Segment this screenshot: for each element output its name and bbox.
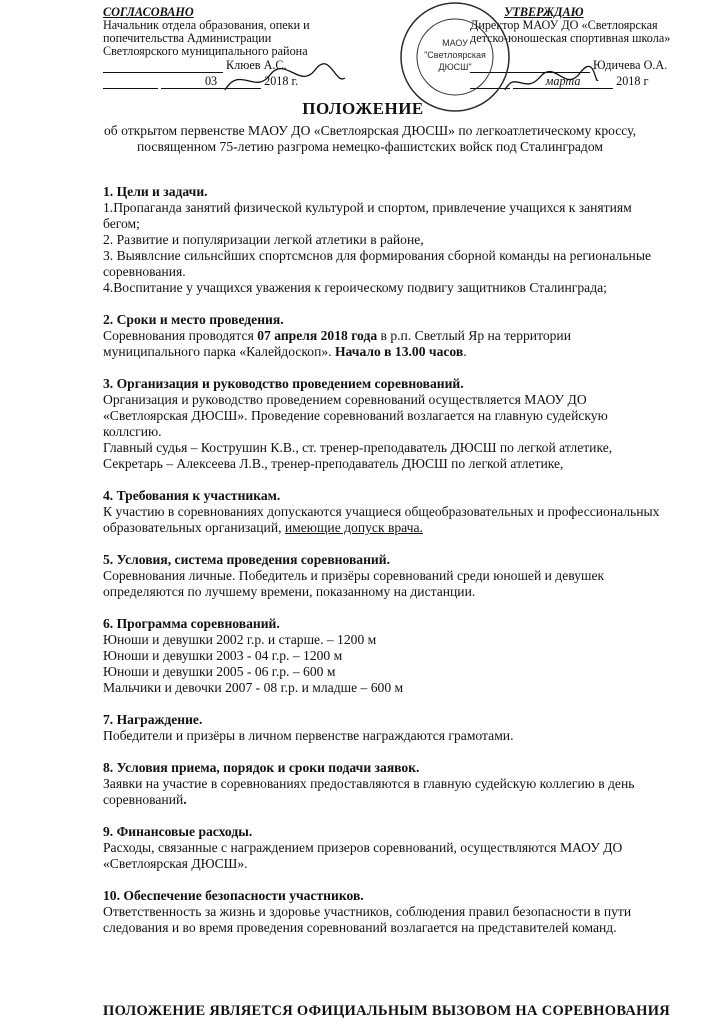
section-requirements	[103, 488, 663, 536]
paragraph: 1.Пропаганда занятий физической культурой и спортом, привлечение учащихся к занятиям бегом;	[103, 200, 632, 231]
stamp-text: "Светлоярская	[424, 50, 486, 60]
section-safety	[103, 888, 663, 936]
text-run: Соревнования проводятся	[103, 328, 258, 343]
paragraph: Секретарь – Алексеева Л.В., тренер-преподаватель ДЮСШ по легкой атлетике,	[103, 456, 564, 471]
stamp-text: МАОУ	[442, 38, 468, 48]
text-run: К участию в соревнованиях допускаются учащиеся общеобразовательных и профессиональных образовательных организаций,	[103, 504, 660, 535]
approval-line: попечительства Администрации	[103, 31, 272, 45]
section-awards	[103, 712, 663, 744]
program-line: Мальчики и девочки 2007 - 08 г.р. и младше – 600 м	[103, 680, 404, 695]
document-title: ПОЛОЖЕНИЕ	[302, 99, 424, 118]
signature-left	[220, 60, 350, 100]
underlined-text: имеющие допуск врача.	[284, 520, 423, 535]
date-day-line	[103, 75, 158, 89]
section-finance	[103, 824, 663, 872]
paragraph: Победители и призёры в личном первенстве награждаются грамотами.	[103, 728, 514, 743]
stamp-text: ДЮСШ"	[438, 62, 472, 72]
section-heading: 7. Награждение.	[103, 712, 203, 727]
text-run: Заявки на участие в соревнованиях предоставляются в главную судейскую коллегию в день соревнований	[103, 776, 635, 807]
start-time: Начало в 13.00 часов	[334, 344, 464, 359]
section-heading: 2. Сроки и место проведения.	[103, 312, 284, 327]
program-line: Юноши и девушки 2005 - 06 г.р. – 600 м	[103, 664, 336, 679]
approval-line: Директор МАОУ ДО «Светлоярская	[470, 18, 658, 32]
section-heading: 5. Условия, система проведения соревнований.	[103, 552, 390, 567]
paragraph	[103, 328, 663, 360]
section-heading: 9. Финансовые расходы.	[103, 824, 253, 839]
section-heading: 8. Условия приема, порядок и сроки подачи заявок.	[103, 760, 420, 775]
section-heading: 3. Организация и руководство проведением соревнований.	[103, 376, 464, 391]
approval-title-left: СОГЛАСОВАНО	[103, 5, 194, 19]
paragraph: 4.Воспитание у учащихся уважения к героическому подвигу защитников Сталинграда;	[103, 280, 607, 295]
date-month-left: 03	[161, 75, 261, 89]
section-dates	[103, 312, 663, 360]
signer-name-right: Юдичева О.А.	[593, 58, 668, 72]
signature-line	[103, 59, 223, 73]
paragraph: Ответственность за жизнь и здоровье участников, соблюдения правил безопасности в пути следования и во время проведения соревнований возлагается на представителей команд.	[103, 904, 632, 935]
program-line: Юноши и девушки 2002 г.р. и старше. – 1200 м	[103, 632, 377, 647]
paragraph: Соревнования личные. Победитель и призёры соревнований среди юношей и девушек определяются по лучшему времени, показанному на дистанции.	[103, 568, 605, 599]
date-year-left: 2018 г.	[264, 74, 299, 88]
section-conditions	[103, 552, 663, 600]
section-program	[103, 616, 663, 696]
event-date: 07 апреля 2018 года	[257, 328, 378, 343]
signature-right	[500, 65, 600, 100]
paragraph	[103, 504, 663, 536]
section-organization	[103, 376, 663, 472]
program-line: Юноши и девушки 2003 - 04 г.р. – 1200 м	[103, 648, 343, 663]
signer-name-left: Клюев А.С.	[226, 58, 287, 72]
footer-notice: ПОЛОЖЕНИЕ ЯВЛЯЕТСЯ ОФИЦИАЛЬНЫМ ВЫЗОВОМ НА СОРЕВНОВАНИЯ	[103, 1003, 671, 1019]
paragraph: 2. Развитие и популяризации легкой атлетики в районе,	[103, 232, 424, 247]
section-applications	[103, 760, 663, 808]
section-heading: 10. Обеспечение безопасности участников.	[103, 888, 364, 903]
approval-line: Начальник отдела образования, опеки и	[103, 18, 310, 32]
paragraph: Организация и руководство проведением соревнований осуществляется МАОУ ДО «Светлоярская ДЮСШ». Проведение соревнований возлагается на главную судейскую коллсгию.	[103, 392, 608, 439]
document-body	[103, 184, 663, 952]
section-heading: 4. Требования к участникам.	[103, 488, 281, 503]
official-stamp	[398, 0, 513, 115]
text-run: .	[183, 792, 187, 807]
date-month-right: марта	[513, 75, 613, 89]
approval-title-right: УТВЕРЖДАЮ	[504, 5, 584, 19]
approval-line: Светлоярского муниципального района	[103, 44, 308, 58]
document-subtitle: об открытом первенстве МАОУ ДО «Светлоярская ДЮСШ» по легкоатлетическому кроссу, посвященном 75-летию разгрома немецко-фашистских войск под Сталинградом	[104, 123, 636, 154]
text-run: .	[463, 344, 467, 359]
section-goals	[103, 184, 663, 296]
paragraph	[103, 776, 663, 808]
paragraph: 3. Выявлсние сильнсйших спортсмснов для формирования сборной команды на региональные соревнования.	[103, 248, 651, 279]
text-run: в р.п. Светлый Яр на территории муниципального парка «Калейдоскоп».	[103, 328, 571, 359]
approval-line: детско-юношеская спортивная школа»	[470, 31, 671, 45]
section-heading: 6. Программа соревнований.	[103, 616, 280, 631]
date-year-right: 2018 г	[616, 74, 649, 88]
paragraph: Главный судья – Кострушин К.В., ст. тренер-преподаватель ДЮСШ по легкой атлетике,	[103, 440, 613, 455]
paragraph: Расходы, связанные с награждением призеров соревнований, осуществляются МАОУ ДО «Светлоярская ДЮСШ».	[103, 840, 623, 871]
section-heading: 1. Цели и задачи.	[103, 184, 208, 199]
